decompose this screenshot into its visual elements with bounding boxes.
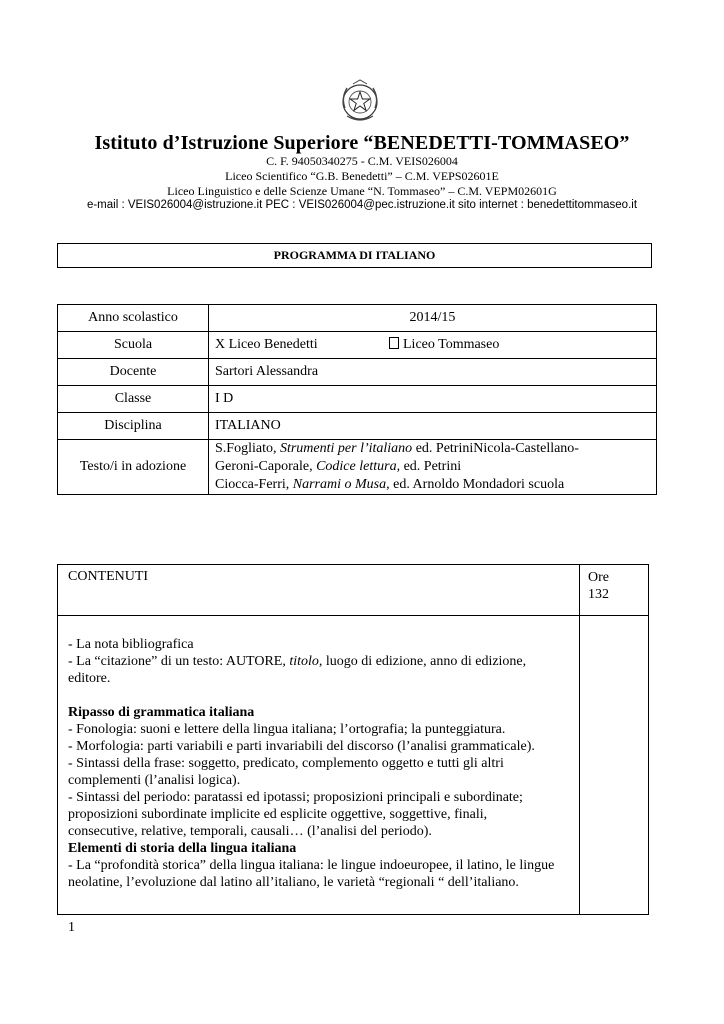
testo-title-1: Strumenti per l’italiano [279, 441, 413, 456]
docente-label: Docente [58, 359, 209, 386]
info-table [57, 304, 657, 495]
content-line: neolatine, l’evoluzione dal latino all’italiano, le varietà “regionali “ dell’italiano. [68, 875, 519, 890]
info-row-scuola [58, 332, 657, 359]
testo-author-2: Geroni-Caporale, [215, 459, 317, 474]
liceo-scientifico-line: Liceo Scientifico “G.B. Benedetti” – C.M. VEPS02601E [225, 169, 499, 183]
section-title-storia: Elementi di storia della lingua italiana [68, 841, 297, 856]
institute-title: Istituto d’Istruzione Superiore “BENEDETTI-TOMMASEO” [94, 132, 630, 154]
info-row-anno [58, 305, 657, 332]
content-line: complementi (l’analisi logica). [68, 773, 241, 788]
anno-value: 2014/15 [209, 305, 657, 332]
hours-value: 132 [588, 587, 609, 602]
content-line: - La nota bibliografica [68, 637, 194, 652]
fiscal-code-line: C. F. 94050340275 - C.M. VEIS026004 [266, 154, 458, 168]
testo-publisher-3: ed. Arnoldo Mondadori scuola [389, 477, 565, 492]
classe-value: I D [209, 386, 657, 413]
scuola-label: Scuola [58, 332, 209, 359]
testo-title-2: Codice lettura, [316, 459, 401, 474]
content-line: - Morfologia: parti variabili e parti invariabili del discorso (l’analisi grammaticale). [68, 739, 535, 754]
testo-line-2 [215, 458, 650, 476]
content-text: - La “citazione” di un testo: AUTORE, [68, 654, 290, 669]
checkbox-icon [389, 337, 399, 349]
contents-header-row [58, 565, 649, 616]
liceo-linguistico-line: Liceo Linguistico e delle Scienze Umane “N. Tommaseo” – C.M. VEPM02601G [167, 184, 557, 198]
content-line: - Sintassi della frase: soggetto, predicato, complemento oggetto e tutti gli altri [68, 756, 504, 771]
content-line: proposizioni subordinate implicite ed esplicite oggettive, soggettive, finali, [68, 807, 488, 822]
testo-author-3: Ciocca-Ferri, [215, 477, 293, 492]
content-text: , luogo di edizione, anno di edizione, [318, 654, 527, 669]
scuola-option-tommaseo: Liceo Tommaseo [403, 337, 500, 352]
italian-republic-emblem-icon [337, 78, 383, 124]
testi-value [209, 440, 657, 495]
hours-body-cell [580, 616, 649, 915]
contact-line: e-mail : VEIS026004@istruzione.it PEC : VEIS026004@pec.istruzione.it sito internet : benedettitommaseo.it [86, 199, 638, 211]
hours-cell [580, 565, 649, 616]
content-line: - Fonologia: suoni e lettere della lingua italiana; l’ortografia; la punteggiatura. [68, 722, 506, 737]
content-line: - Sintassi del periodo: paratassi ed ipotassi; proposizioni principali e subordinate; [68, 790, 523, 805]
testo-author-1: S.Fogliato, [215, 441, 280, 456]
program-title-box [57, 243, 652, 268]
classe-label: Classe [58, 386, 209, 413]
contents-table [57, 564, 649, 915]
info-row-testi [58, 440, 657, 495]
testo-publisher-2: ed. Petrini [400, 459, 462, 474]
content-line [68, 653, 569, 670]
hours-label: Ore [588, 570, 609, 585]
contents-body-row [58, 616, 649, 915]
section-title-grammatica: Ripasso di grammatica italiana [68, 705, 255, 720]
scuola-option-tommaseo-wrap [389, 337, 499, 353]
disciplina-label: Disciplina [58, 413, 209, 440]
page-number: 1 [68, 920, 75, 935]
anno-label: Anno scolastico [58, 305, 209, 332]
docente-value: Sartori Alessandra [209, 359, 657, 386]
testo-publisher-1: ed. PetriniNicola-Castellano- [412, 441, 579, 456]
testi-label: Testo/i in adozione [58, 440, 209, 495]
content-line: - La “profondità storica” della lingua italiana: le lingue indoeuropee, il latino, le lingue [68, 858, 555, 873]
program-title: PROGRAMMA DI ITALIANO [273, 248, 436, 262]
content-line: editore. [68, 671, 111, 686]
content-line: consecutive, relative, temporali, causali… (l’analisi del periodo). [68, 824, 432, 839]
contents-body [58, 616, 580, 915]
info-row-disciplina [58, 413, 657, 440]
content-italic: titolo [289, 654, 319, 669]
info-row-docente [58, 359, 657, 386]
info-row-classe [58, 386, 657, 413]
contents-header: CONTENUTI [58, 565, 580, 616]
testo-title-3: Narrami o Musa, [292, 477, 390, 492]
scuola-option-benedetti: X Liceo Benedetti [215, 337, 318, 352]
testo-line-3 [215, 476, 650, 494]
scuola-value [209, 332, 657, 359]
disciplina-value: ITALIANO [209, 413, 657, 440]
testo-line-1 [215, 440, 650, 458]
